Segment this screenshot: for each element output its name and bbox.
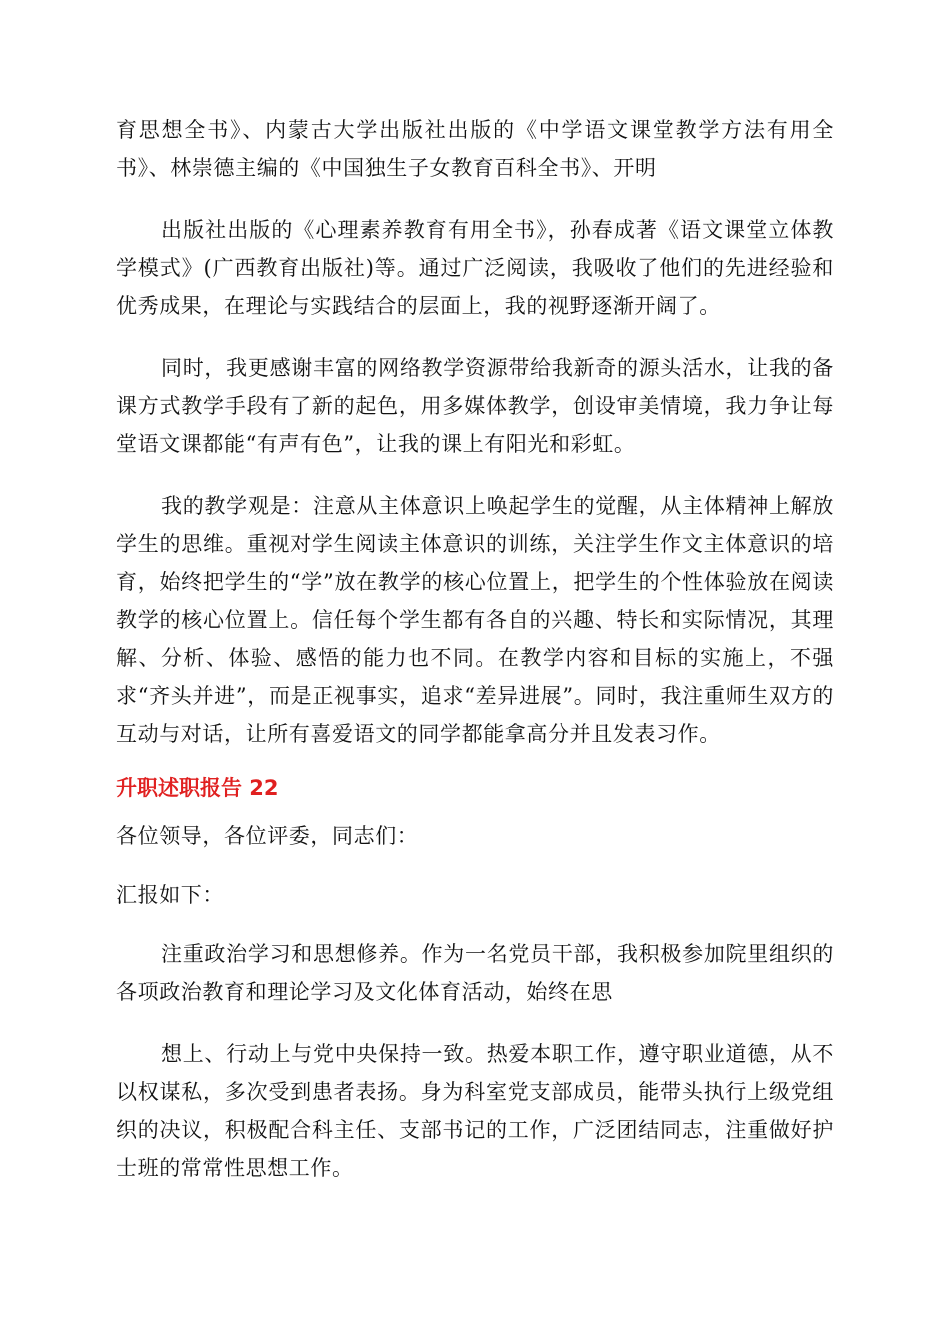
- paragraph-political-study: 注重政治学习和思想修养。作为一名党员干部，我积极参加院里组织的各项政治教育和理论学习及文化体育活动，始终在思: [116, 942, 834, 1004]
- paragraph-greeting: 各位领导，各位评委，同志们：: [116, 824, 419, 848]
- document-body: [116, 111, 834, 1211]
- section-heading: 升职述职报告 22: [116, 776, 279, 800]
- paragraph-work-ethic: 想上、行动上与党中央保持一致。热爱本职工作，遵守职业道德，从不以权谋私，多次受到患者表扬。身为科室党支部成员，能带头执行上级党组织的决议，积极配合科主任、支部书记的工作，广泛团结同志，注重做好护士班的常常性思想工作。: [116, 1042, 834, 1180]
- paragraph-reading-results: 出版社出版的《心理素养教育有用全书》，孙春成著《语文课堂立体教学模式》(广西教育出版社)等。通过广泛阅读，我吸收了他们的先进经验和优秀成果，在理论与实践结合的层面上，我的视野逐渐开阔了。: [116, 218, 834, 318]
- paragraph-report-intro: 汇报如下：: [116, 883, 224, 907]
- paragraph-book-list-continued: 育思想全书》、内蒙古大学出版社出版的《中学语文课堂教学方法有用全书》、林崇德主编的《中国独生子女教育百科全书》、开明: [116, 118, 834, 180]
- paragraph-network-resources: 同时，我更感谢丰富的网络教学资源带给我新奇的源头活水，让我的备课方式教学手段有了新的起色，用多媒体教学，创设审美情境，我力争让每堂语文课都能“有声有色”，让我的课上有阳光和彩虹。: [116, 356, 834, 456]
- paragraph-teaching-philosophy: 我的教学观是：注意从主体意识上唤起学生的觉醒，从主体精神上解放学生的思维。重视对学生阅读主体意识的训练，关注学生作文主体意识的培育，始终把学生的“学”放在教学的核心位置上，把学生的个性体验放在阅读教学的核心位置上。信任每个学生都有各自的兴趣、特长和实际情况，其理解、分析、体验、感悟的能力也不同。在教学内容和目标的实施上，不强求“齐头并进”，而是正视事实，追求“差异进展”。同时，我注重师生双方的互动与对话，让所有喜爱语文的同学都能拿高分并且发表习作。: [116, 494, 834, 746]
